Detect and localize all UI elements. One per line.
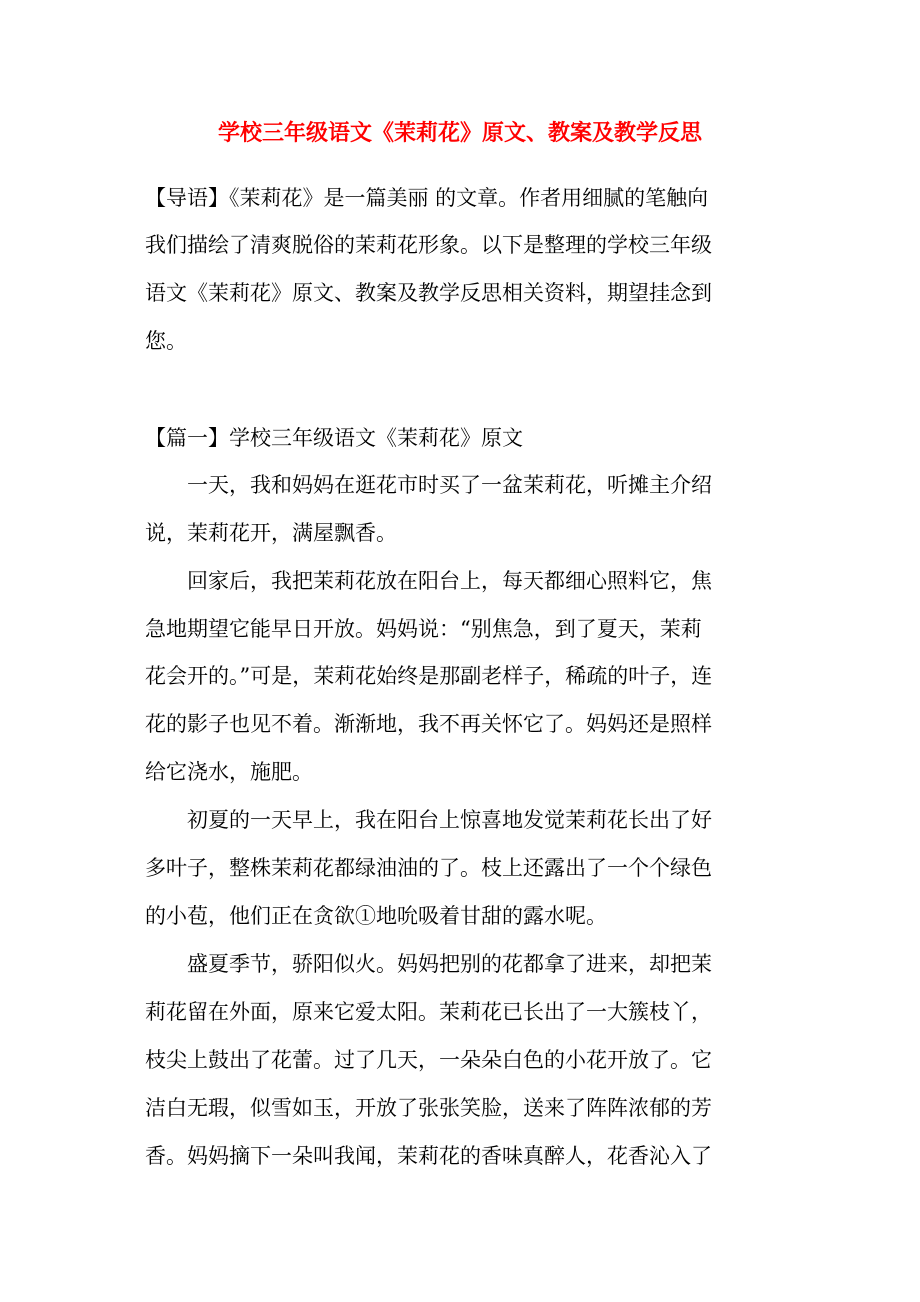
body-line-1: 一天，我和妈妈在逛花市时买了一盆茉莉花，听摊主介绍 <box>187 473 712 497</box>
body-line-7: 给它浇水，施肥。 <box>145 760 313 784</box>
intro-line-2: 我们描绘了清爽脱俗的茉莉花形象。以下是整理的学校三年级 <box>145 233 712 257</box>
intro-line-1: 【导语】《茉莉花》是一篇美丽 的文章。作者用细腻的笔触向 <box>145 186 709 210</box>
intro-line-4: 您。 <box>145 329 187 353</box>
body-line-15: 香。妈妈摘下一朵叫我闻，茉莉花的香味真醉人，花香沁入了 <box>145 1144 712 1168</box>
body-line-8: 初夏的一天早上，我在阳台上惊喜地发觉茉莉花长出了好 <box>187 808 712 832</box>
body-line-4: 急地期望它能早日开放。妈妈说：“别焦急，到了夏天，茉莉 <box>145 617 702 641</box>
section-heading: 【篇一】学校三年级语文《茉莉花》原文 <box>145 426 523 450</box>
intro-line-3: 语文《茉莉花》原文、教案及教学反思相关资料，期望挂念到 <box>145 281 712 305</box>
body-line-6: 花的影子也见不着。渐渐地，我不再关怀它了。妈妈还是照样 <box>145 712 712 736</box>
body-line-14: 洁白无瑕，似雪如玉，开放了张张笑脸，送来了阵阵浓郁的芳 <box>145 1096 712 1120</box>
body-line-11: 盛夏季节，骄阳似火。妈妈把别的花都拿了进来，却把茉 <box>187 952 712 976</box>
body-line-13: 枝尖上鼓出了花蕾。过了几天，一朵朵白色的小花开放了。它 <box>145 1048 712 1072</box>
body-line-3: 回家后，我把茉莉花放在阳台上，每天都细心照料它，焦 <box>187 569 712 593</box>
body-line-10: 的小苞，他们正在贪欲①地吮吸着甘甜的露水呢。 <box>145 904 607 928</box>
document-title: 学校三年级语文《茉莉花》原文、教案及教学反思 <box>217 121 702 146</box>
body-line-2: 说，茉莉花开，满屋飘香。 <box>145 521 397 545</box>
body-line-5: 花会开的。”可是，茉莉花始终是那副老样子，稀疏的叶子，连 <box>145 664 713 688</box>
body-line-9: 多叶子，整株茉莉花都绿油油的了。枝上还露出了一个个绿色 <box>145 856 712 880</box>
body-line-12: 莉花留在外面，原来它爱太阳。茉莉花已长出了一大簇枝丫， <box>145 1000 712 1024</box>
